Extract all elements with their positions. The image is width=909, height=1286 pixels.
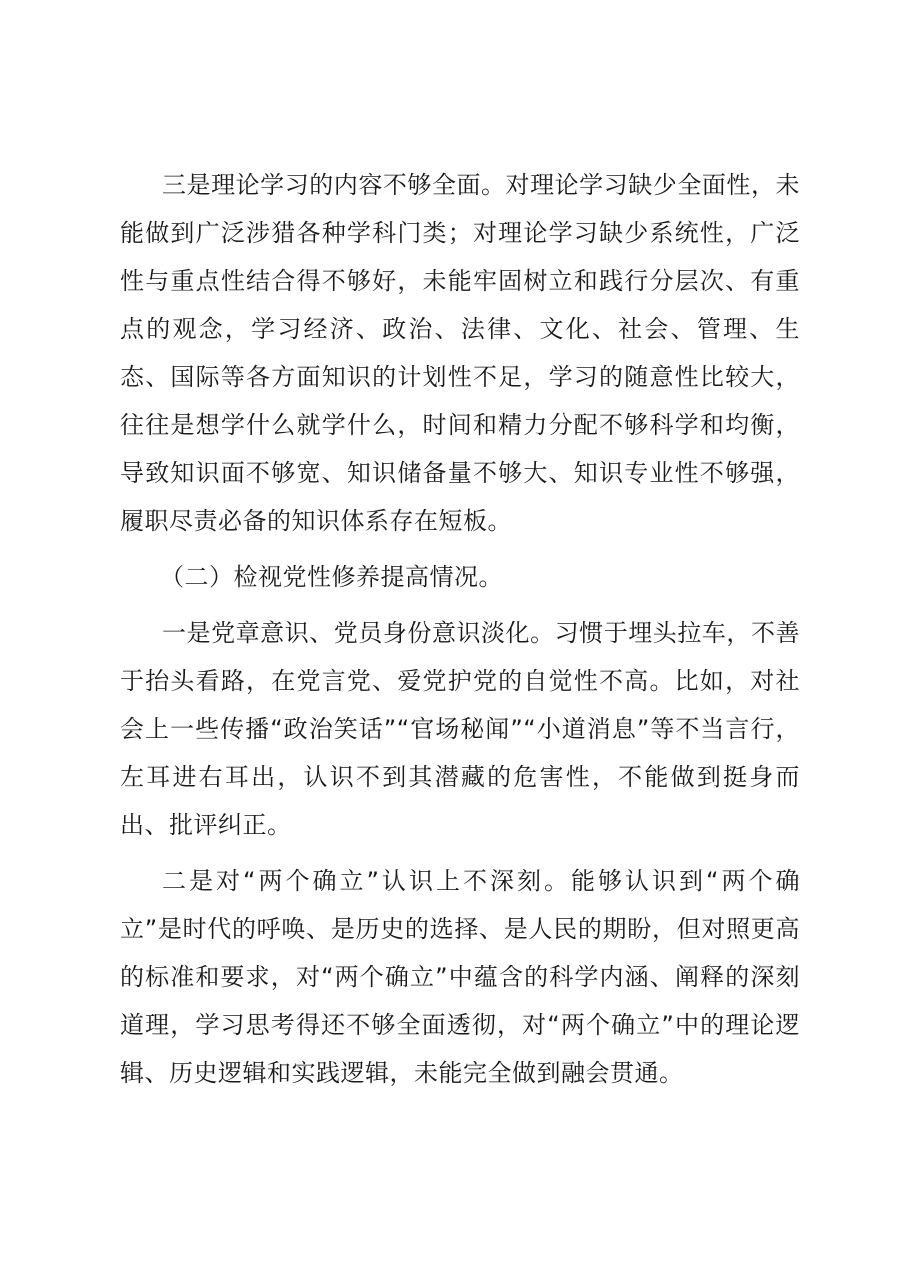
section-heading-party-spirit: （二）检视党性修养提高情况。 bbox=[160, 563, 503, 591]
document-body bbox=[120, 161, 800, 1105]
paragraph-theory-study: 三是理论学习的内容不够全面。对理论学习缺少全面性，未能做到广泛涉猎各种学科门类；对理论学习缺少系统性，广泛性与重点性结合得不够好，未能牢固树立和践行分层次、有重点的观念，学习经济、政治、法律、文化、社会、管理、生态、国际等各方面知识的计划性不足，学习的随意性比较大，往往是想学什么就学什么，时间和精力分配不够科学和均衡，导致知识面不够宽、知识储备量不够大、知识专业性不够强，履职尽责必备的知识体系存在短板。 bbox=[120, 171, 800, 535]
paragraph-two-establishments: 二是对“两个确立”认识上不深刻。能够认识到“两个确立”是时代的呼唤、是历史的选择、是人民的期盼，但对照更高的标准和要求，对“两个确立”中蕴含的科学内涵、阐释的深刻道理，学习思考得还不够全面透彻，对“两个确立”中的理论逻辑、历史逻辑和实践逻辑，未能完全做到融会贯通。 bbox=[120, 867, 800, 1087]
paragraph-party-awareness: 一是党章意识、党员身份意识淡化。习惯于埋头拉车，不善于抬头看路，在党言党、爱党护党的自觉性不高。比如，对社会上一些传播“政治笑话”“官场秘闻”“小道消息”等不当言行，左耳进右耳出，认识不到其潜藏的危害性，不能做到挺身而出、批评纠正。 bbox=[120, 619, 800, 839]
